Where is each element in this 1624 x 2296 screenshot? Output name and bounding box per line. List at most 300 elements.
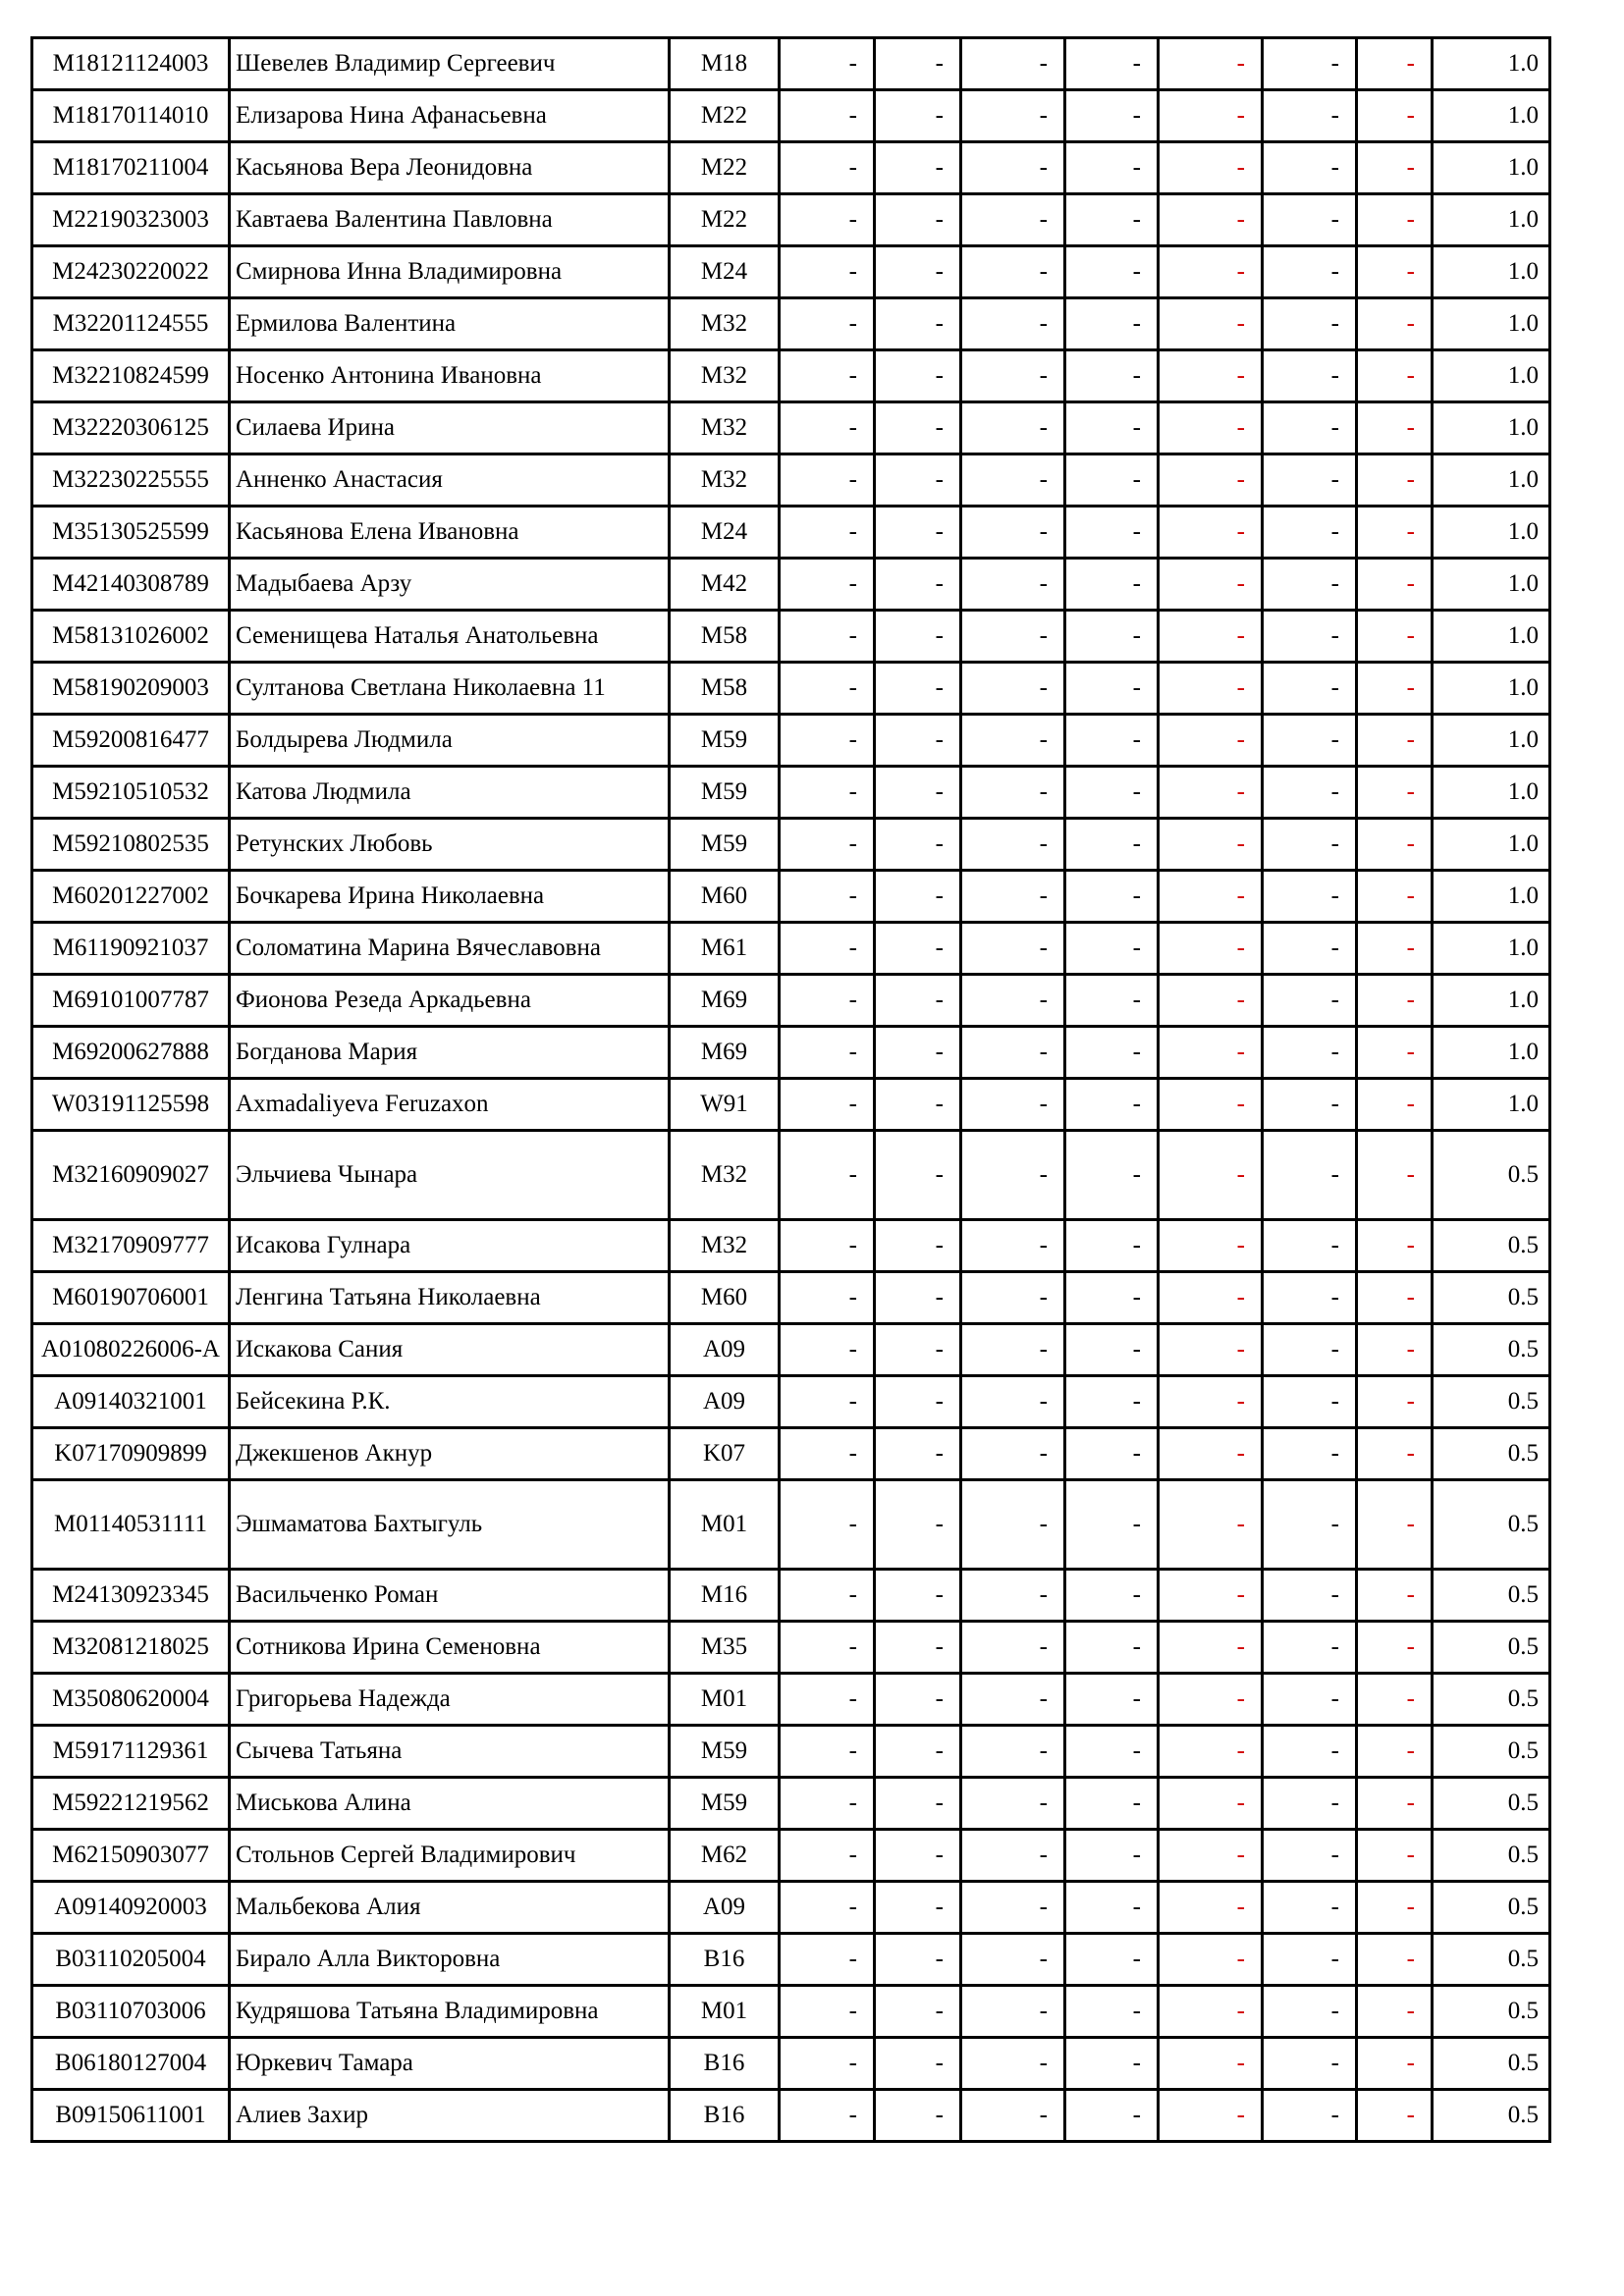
- mark-cell: -: [961, 298, 1065, 350]
- mark-cell: -: [1065, 663, 1159, 715]
- group-cell: M59: [670, 767, 780, 819]
- score-cell: 0.5: [1433, 1428, 1550, 1480]
- mark-cell: -: [1159, 975, 1263, 1027]
- mark-cell: -: [1065, 1027, 1159, 1079]
- mark-cell: -: [1065, 1934, 1159, 1986]
- mark-cell: -: [961, 402, 1065, 454]
- mark-cell: -: [780, 819, 875, 871]
- group-cell: B16: [670, 2090, 780, 2142]
- mark-cell: -: [1357, 1428, 1433, 1480]
- mark-cell: -: [1159, 871, 1263, 923]
- mark-cell: -: [1065, 1622, 1159, 1674]
- score-cell: 0.5: [1433, 1934, 1550, 1986]
- mark-cell: -: [1357, 1570, 1433, 1622]
- mark-cell: -: [961, 1480, 1065, 1570]
- group-cell: W91: [670, 1079, 780, 1131]
- participant-id-cell: M58131026002: [32, 611, 230, 663]
- participant-name-cell: Искакова Сания: [230, 1324, 670, 1376]
- mark-cell: -: [1065, 1570, 1159, 1622]
- mark-cell: -: [961, 454, 1065, 507]
- mark-cell: -: [780, 975, 875, 1027]
- participant-id-cell: M59210510532: [32, 767, 230, 819]
- participant-id-cell: M18170114010: [32, 90, 230, 142]
- group-cell: M62: [670, 1830, 780, 1882]
- mark-cell: -: [780, 1220, 875, 1272]
- participant-name-cell: Елизарова Нина Афанасьевна: [230, 90, 670, 142]
- group-cell: M58: [670, 663, 780, 715]
- mark-cell: -: [961, 715, 1065, 767]
- mark-cell: -: [1065, 454, 1159, 507]
- score-cell: 1.0: [1433, 350, 1550, 402]
- mark-cell: -: [1263, 975, 1357, 1027]
- mark-cell: -: [1159, 1131, 1263, 1220]
- score-cell: 0.5: [1433, 1986, 1550, 2038]
- score-cell: 0.5: [1433, 1272, 1550, 1324]
- mark-cell: -: [1357, 246, 1433, 298]
- mark-cell: -: [961, 1622, 1065, 1674]
- mark-cell: -: [961, 1376, 1065, 1428]
- table-row: [32, 1131, 1550, 1220]
- mark-cell: -: [961, 350, 1065, 402]
- score-cell: 1.0: [1433, 871, 1550, 923]
- group-cell: B16: [670, 2038, 780, 2090]
- mark-cell: -: [1065, 559, 1159, 611]
- participant-id-cell: M32230225555: [32, 454, 230, 507]
- mark-cell: -: [1263, 38, 1357, 90]
- score-cell: 0.5: [1433, 1220, 1550, 1272]
- mark-cell: -: [780, 923, 875, 975]
- mark-cell: -: [961, 246, 1065, 298]
- mark-cell: -: [780, 559, 875, 611]
- participant-name-cell: Григорьева Надежда: [230, 1674, 670, 1726]
- mark-cell: -: [961, 1778, 1065, 1830]
- score-cell: 1.0: [1433, 194, 1550, 246]
- mark-cell: -: [875, 1674, 961, 1726]
- mark-cell: -: [1065, 1726, 1159, 1778]
- mark-cell: -: [961, 1726, 1065, 1778]
- table-row: [32, 350, 1550, 402]
- mark-cell: -: [1357, 1131, 1433, 1220]
- mark-cell: -: [1159, 611, 1263, 663]
- mark-cell: -: [1357, 1079, 1433, 1131]
- group-cell: M32: [670, 298, 780, 350]
- mark-cell: -: [780, 194, 875, 246]
- mark-cell: -: [961, 871, 1065, 923]
- score-cell: 1.0: [1433, 923, 1550, 975]
- mark-cell: -: [1357, 454, 1433, 507]
- mark-cell: -: [1357, 1376, 1433, 1428]
- mark-cell: -: [1159, 194, 1263, 246]
- mark-cell: -: [1159, 298, 1263, 350]
- mark-cell: -: [1263, 1272, 1357, 1324]
- mark-cell: -: [1159, 1220, 1263, 1272]
- mark-cell: -: [1357, 1674, 1433, 1726]
- score-cell: 0.5: [1433, 1131, 1550, 1220]
- mark-cell: -: [780, 402, 875, 454]
- mark-cell: -: [1263, 1726, 1357, 1778]
- mark-cell: -: [780, 507, 875, 559]
- group-cell: M32: [670, 454, 780, 507]
- group-cell: M60: [670, 871, 780, 923]
- group-cell: M69: [670, 975, 780, 1027]
- score-cell: 0.5: [1433, 1726, 1550, 1778]
- mark-cell: -: [961, 1674, 1065, 1726]
- mark-cell: -: [1263, 1622, 1357, 1674]
- mark-cell: -: [875, 611, 961, 663]
- participant-id-cell: M59221219562: [32, 1778, 230, 1830]
- group-cell: M61: [670, 923, 780, 975]
- table-row: [32, 402, 1550, 454]
- mark-cell: -: [1159, 454, 1263, 507]
- mark-cell: -: [961, 1220, 1065, 1272]
- mark-cell: -: [1263, 1220, 1357, 1272]
- participant-name-cell: Носенко Антонина Ивановна: [230, 350, 670, 402]
- participant-name-cell: Ретунских Любовь: [230, 819, 670, 871]
- mark-cell: -: [961, 819, 1065, 871]
- participant-name-cell: Эльчиева Чынара: [230, 1131, 670, 1220]
- score-cell: 1.0: [1433, 454, 1550, 507]
- mark-cell: -: [780, 1934, 875, 1986]
- mark-cell: -: [1159, 1428, 1263, 1480]
- mark-cell: -: [961, 1324, 1065, 1376]
- mark-cell: -: [1263, 767, 1357, 819]
- mark-cell: -: [1159, 1778, 1263, 1830]
- mark-cell: -: [780, 298, 875, 350]
- mark-cell: -: [1263, 1674, 1357, 1726]
- participant-name-cell: Касьянова Елена Ивановна: [230, 507, 670, 559]
- mark-cell: -: [1159, 715, 1263, 767]
- mark-cell: -: [1065, 1428, 1159, 1480]
- mark-cell: -: [1263, 1830, 1357, 1882]
- mark-cell: -: [1357, 194, 1433, 246]
- mark-cell: -: [875, 663, 961, 715]
- mark-cell: -: [780, 2038, 875, 2090]
- group-cell: M32: [670, 402, 780, 454]
- participant-name-cell: Бочкарева Ирина Николаевна: [230, 871, 670, 923]
- mark-cell: -: [875, 1830, 961, 1882]
- mark-cell: -: [780, 715, 875, 767]
- participant-id-cell: M61190921037: [32, 923, 230, 975]
- mark-cell: -: [1263, 454, 1357, 507]
- mark-cell: -: [1065, 507, 1159, 559]
- participant-id-cell: M35080620004: [32, 1674, 230, 1726]
- mark-cell: -: [1263, 194, 1357, 246]
- group-cell: M32: [670, 1220, 780, 1272]
- participant-id-cell: M32210824599: [32, 350, 230, 402]
- group-cell: M69: [670, 1027, 780, 1079]
- participant-id-cell: M59200816477: [32, 715, 230, 767]
- mark-cell: -: [961, 1570, 1065, 1622]
- mark-cell: -: [1065, 298, 1159, 350]
- mark-cell: -: [1357, 975, 1433, 1027]
- table-row: [32, 715, 1550, 767]
- participant-name-cell: Алиев Захир: [230, 2090, 670, 2142]
- mark-cell: -: [1357, 38, 1433, 90]
- participant-id-cell: M42140308789: [32, 559, 230, 611]
- mark-cell: -: [1159, 1480, 1263, 1570]
- group-cell: M22: [670, 142, 780, 194]
- participant-id-cell: M58190209003: [32, 663, 230, 715]
- mark-cell: -: [1357, 611, 1433, 663]
- mark-cell: -: [1159, 663, 1263, 715]
- mark-cell: -: [1357, 1986, 1433, 2038]
- mark-cell: -: [780, 1376, 875, 1428]
- score-cell: 0.5: [1433, 1480, 1550, 1570]
- participant-id-cell: M60190706001: [32, 1272, 230, 1324]
- mark-cell: -: [1065, 90, 1159, 142]
- mark-cell: -: [1357, 507, 1433, 559]
- mark-cell: -: [1159, 1027, 1263, 1079]
- mark-cell: -: [780, 454, 875, 507]
- participant-name-cell: Касьянова Вера Леонидовна: [230, 142, 670, 194]
- group-cell: M59: [670, 1726, 780, 1778]
- table-row: [32, 1622, 1550, 1674]
- mark-cell: -: [1263, 2038, 1357, 2090]
- mark-cell: -: [961, 90, 1065, 142]
- table-row: [32, 663, 1550, 715]
- participant-id-cell: B03110205004: [32, 1934, 230, 1986]
- group-cell: M58: [670, 611, 780, 663]
- mark-cell: -: [875, 2038, 961, 2090]
- score-cell: 1.0: [1433, 663, 1550, 715]
- mark-cell: -: [1065, 350, 1159, 402]
- mark-cell: -: [780, 1674, 875, 1726]
- mark-cell: -: [961, 2038, 1065, 2090]
- mark-cell: -: [1159, 819, 1263, 871]
- participant-id-cell: A09140920003: [32, 1882, 230, 1934]
- participant-name-cell: Сотникова Ирина Семеновна: [230, 1622, 670, 1674]
- mark-cell: -: [1263, 1570, 1357, 1622]
- mark-cell: -: [1065, 38, 1159, 90]
- mark-cell: -: [1065, 715, 1159, 767]
- mark-cell: -: [875, 402, 961, 454]
- mark-cell: -: [961, 194, 1065, 246]
- participant-name-cell: Ленгина Татьяна Николаевна: [230, 1272, 670, 1324]
- mark-cell: -: [1357, 1480, 1433, 1570]
- table-row: [32, 871, 1550, 923]
- group-cell: M32: [670, 1131, 780, 1220]
- score-cell: 1.0: [1433, 611, 1550, 663]
- group-cell: M59: [670, 819, 780, 871]
- mark-cell: -: [875, 350, 961, 402]
- participant-name-cell: Бирало Алла Викторовна: [230, 1934, 670, 1986]
- mark-cell: -: [875, 298, 961, 350]
- mark-cell: -: [1159, 923, 1263, 975]
- mark-cell: -: [1263, 507, 1357, 559]
- table-row: [32, 1272, 1550, 1324]
- participant-id-cell: M69101007787: [32, 975, 230, 1027]
- mark-cell: -: [875, 1079, 961, 1131]
- participant-name-cell: Стольнов Сергей Владимирович: [230, 1830, 670, 1882]
- mark-cell: -: [780, 611, 875, 663]
- mark-cell: -: [1159, 1934, 1263, 1986]
- score-cell: 0.5: [1433, 1376, 1550, 1428]
- participant-id-cell: M62150903077: [32, 1830, 230, 1882]
- mark-cell: -: [875, 1570, 961, 1622]
- mark-cell: -: [1357, 90, 1433, 142]
- table-row: [32, 975, 1550, 1027]
- mark-cell: -: [1065, 246, 1159, 298]
- participant-id-cell: B06180127004: [32, 2038, 230, 2090]
- mark-cell: -: [1065, 1882, 1159, 1934]
- table-row: [32, 454, 1550, 507]
- group-cell: K07: [670, 1428, 780, 1480]
- mark-cell: -: [875, 975, 961, 1027]
- group-cell: B16: [670, 1934, 780, 1986]
- participant-name-cell: Силаева Ирина: [230, 402, 670, 454]
- mark-cell: -: [780, 1480, 875, 1570]
- table-row: [32, 1570, 1550, 1622]
- participant-id-cell: M24230220022: [32, 246, 230, 298]
- score-cell: 1.0: [1433, 1079, 1550, 1131]
- participant-name-cell: Смирнова Инна Владимировна: [230, 246, 670, 298]
- mark-cell: -: [780, 1726, 875, 1778]
- mark-cell: -: [1263, 819, 1357, 871]
- mark-cell: -: [875, 507, 961, 559]
- table-row: [32, 1079, 1550, 1131]
- table-row: [32, 1480, 1550, 1570]
- mark-cell: -: [1159, 1882, 1263, 1934]
- score-cell: 0.5: [1433, 2038, 1550, 2090]
- table-row: [32, 1027, 1550, 1079]
- mark-cell: -: [1065, 767, 1159, 819]
- participant-name-cell: Кудряшова Татьяна Владимировна: [230, 1986, 670, 2038]
- mark-cell: -: [961, 559, 1065, 611]
- mark-cell: -: [1357, 1027, 1433, 1079]
- mark-cell: -: [1065, 1986, 1159, 2038]
- mark-cell: -: [875, 767, 961, 819]
- mark-cell: -: [780, 350, 875, 402]
- mark-cell: -: [961, 767, 1065, 819]
- mark-cell: -: [1357, 1622, 1433, 1674]
- mark-cell: -: [1065, 1079, 1159, 1131]
- mark-cell: -: [780, 663, 875, 715]
- participant-id-cell: M18170211004: [32, 142, 230, 194]
- mark-cell: -: [1357, 767, 1433, 819]
- mark-cell: -: [875, 1272, 961, 1324]
- score-cell: 1.0: [1433, 38, 1550, 90]
- participant-id-cell: M18121124003: [32, 38, 230, 90]
- mark-cell: -: [1263, 1986, 1357, 2038]
- mark-cell: -: [961, 142, 1065, 194]
- mark-cell: -: [1159, 559, 1263, 611]
- mark-cell: -: [1065, 1376, 1159, 1428]
- table-row: [32, 1882, 1550, 1934]
- participant-id-cell: M35130525599: [32, 507, 230, 559]
- mark-cell: -: [780, 1272, 875, 1324]
- group-cell: M18: [670, 38, 780, 90]
- group-cell: A09: [670, 1324, 780, 1376]
- mark-cell: -: [1159, 1570, 1263, 1622]
- score-cell: 1.0: [1433, 507, 1550, 559]
- participant-name-cell: Семенищева Наталья Анатольевна: [230, 611, 670, 663]
- mark-cell: -: [1263, 559, 1357, 611]
- mark-cell: -: [1065, 194, 1159, 246]
- mark-cell: -: [780, 1324, 875, 1376]
- mark-cell: -: [961, 38, 1065, 90]
- group-cell: M22: [670, 90, 780, 142]
- mark-cell: -: [1065, 142, 1159, 194]
- mark-cell: -: [875, 1480, 961, 1570]
- mark-cell: -: [1065, 923, 1159, 975]
- group-cell: M60: [670, 1272, 780, 1324]
- mark-cell: -: [1065, 1830, 1159, 1882]
- results-table-body: [32, 38, 1550, 2142]
- table-row: [32, 1726, 1550, 1778]
- participant-name-cell: Axmadaliyeva Feruzaxon: [230, 1079, 670, 1131]
- table-row: [32, 923, 1550, 975]
- mark-cell: -: [1357, 1220, 1433, 1272]
- mark-cell: -: [1159, 38, 1263, 90]
- mark-cell: -: [875, 246, 961, 298]
- participant-id-cell: M69200627888: [32, 1027, 230, 1079]
- group-cell: M32: [670, 350, 780, 402]
- mark-cell: -: [961, 507, 1065, 559]
- mark-cell: -: [875, 1376, 961, 1428]
- mark-cell: -: [875, 454, 961, 507]
- score-cell: 1.0: [1433, 559, 1550, 611]
- mark-cell: -: [1263, 1882, 1357, 1934]
- participant-name-cell: Мальбекова Алия: [230, 1882, 670, 1934]
- mark-cell: -: [780, 1570, 875, 1622]
- mark-cell: -: [1357, 715, 1433, 767]
- mark-cell: -: [1357, 298, 1433, 350]
- table-row: [32, 1674, 1550, 1726]
- table-row: [32, 1220, 1550, 1272]
- participant-name-cell: Юркевич Тамара: [230, 2038, 670, 2090]
- mark-cell: -: [1357, 559, 1433, 611]
- participant-id-cell: B09150611001: [32, 2090, 230, 2142]
- participant-id-cell: M60201227002: [32, 871, 230, 923]
- score-cell: 1.0: [1433, 767, 1550, 819]
- table-row: [32, 559, 1550, 611]
- mark-cell: -: [875, 1324, 961, 1376]
- group-cell: M59: [670, 715, 780, 767]
- mark-cell: -: [1159, 507, 1263, 559]
- mark-cell: -: [780, 246, 875, 298]
- mark-cell: -: [1065, 1220, 1159, 1272]
- mark-cell: -: [961, 611, 1065, 663]
- mark-cell: -: [1065, 871, 1159, 923]
- mark-cell: -: [961, 663, 1065, 715]
- table-row: [32, 1830, 1550, 1882]
- score-cell: 0.5: [1433, 2090, 1550, 2142]
- participant-id-cell: A01080226006-A: [32, 1324, 230, 1376]
- participant-name-cell: Кавтаева Валентина Павловна: [230, 194, 670, 246]
- mark-cell: -: [1065, 1480, 1159, 1570]
- mark-cell: -: [1159, 2090, 1263, 2142]
- mark-cell: -: [961, 1027, 1065, 1079]
- participant-name-cell: Фионова Резеда Аркадьевна: [230, 975, 670, 1027]
- mark-cell: -: [961, 923, 1065, 975]
- group-cell: A09: [670, 1882, 780, 1934]
- table-row: [32, 1778, 1550, 1830]
- mark-cell: -: [1263, 611, 1357, 663]
- mark-cell: -: [1065, 1272, 1159, 1324]
- mark-cell: -: [875, 871, 961, 923]
- mark-cell: -: [875, 1428, 961, 1480]
- table-row: [32, 90, 1550, 142]
- mark-cell: -: [1263, 1131, 1357, 1220]
- table-row: [32, 194, 1550, 246]
- mark-cell: -: [875, 194, 961, 246]
- mark-cell: -: [1159, 1622, 1263, 1674]
- score-cell: 1.0: [1433, 715, 1550, 767]
- mark-cell: -: [1263, 871, 1357, 923]
- mark-cell: -: [1357, 871, 1433, 923]
- participant-name-cell: Васильченко Роман: [230, 1570, 670, 1622]
- mark-cell: -: [1065, 2038, 1159, 2090]
